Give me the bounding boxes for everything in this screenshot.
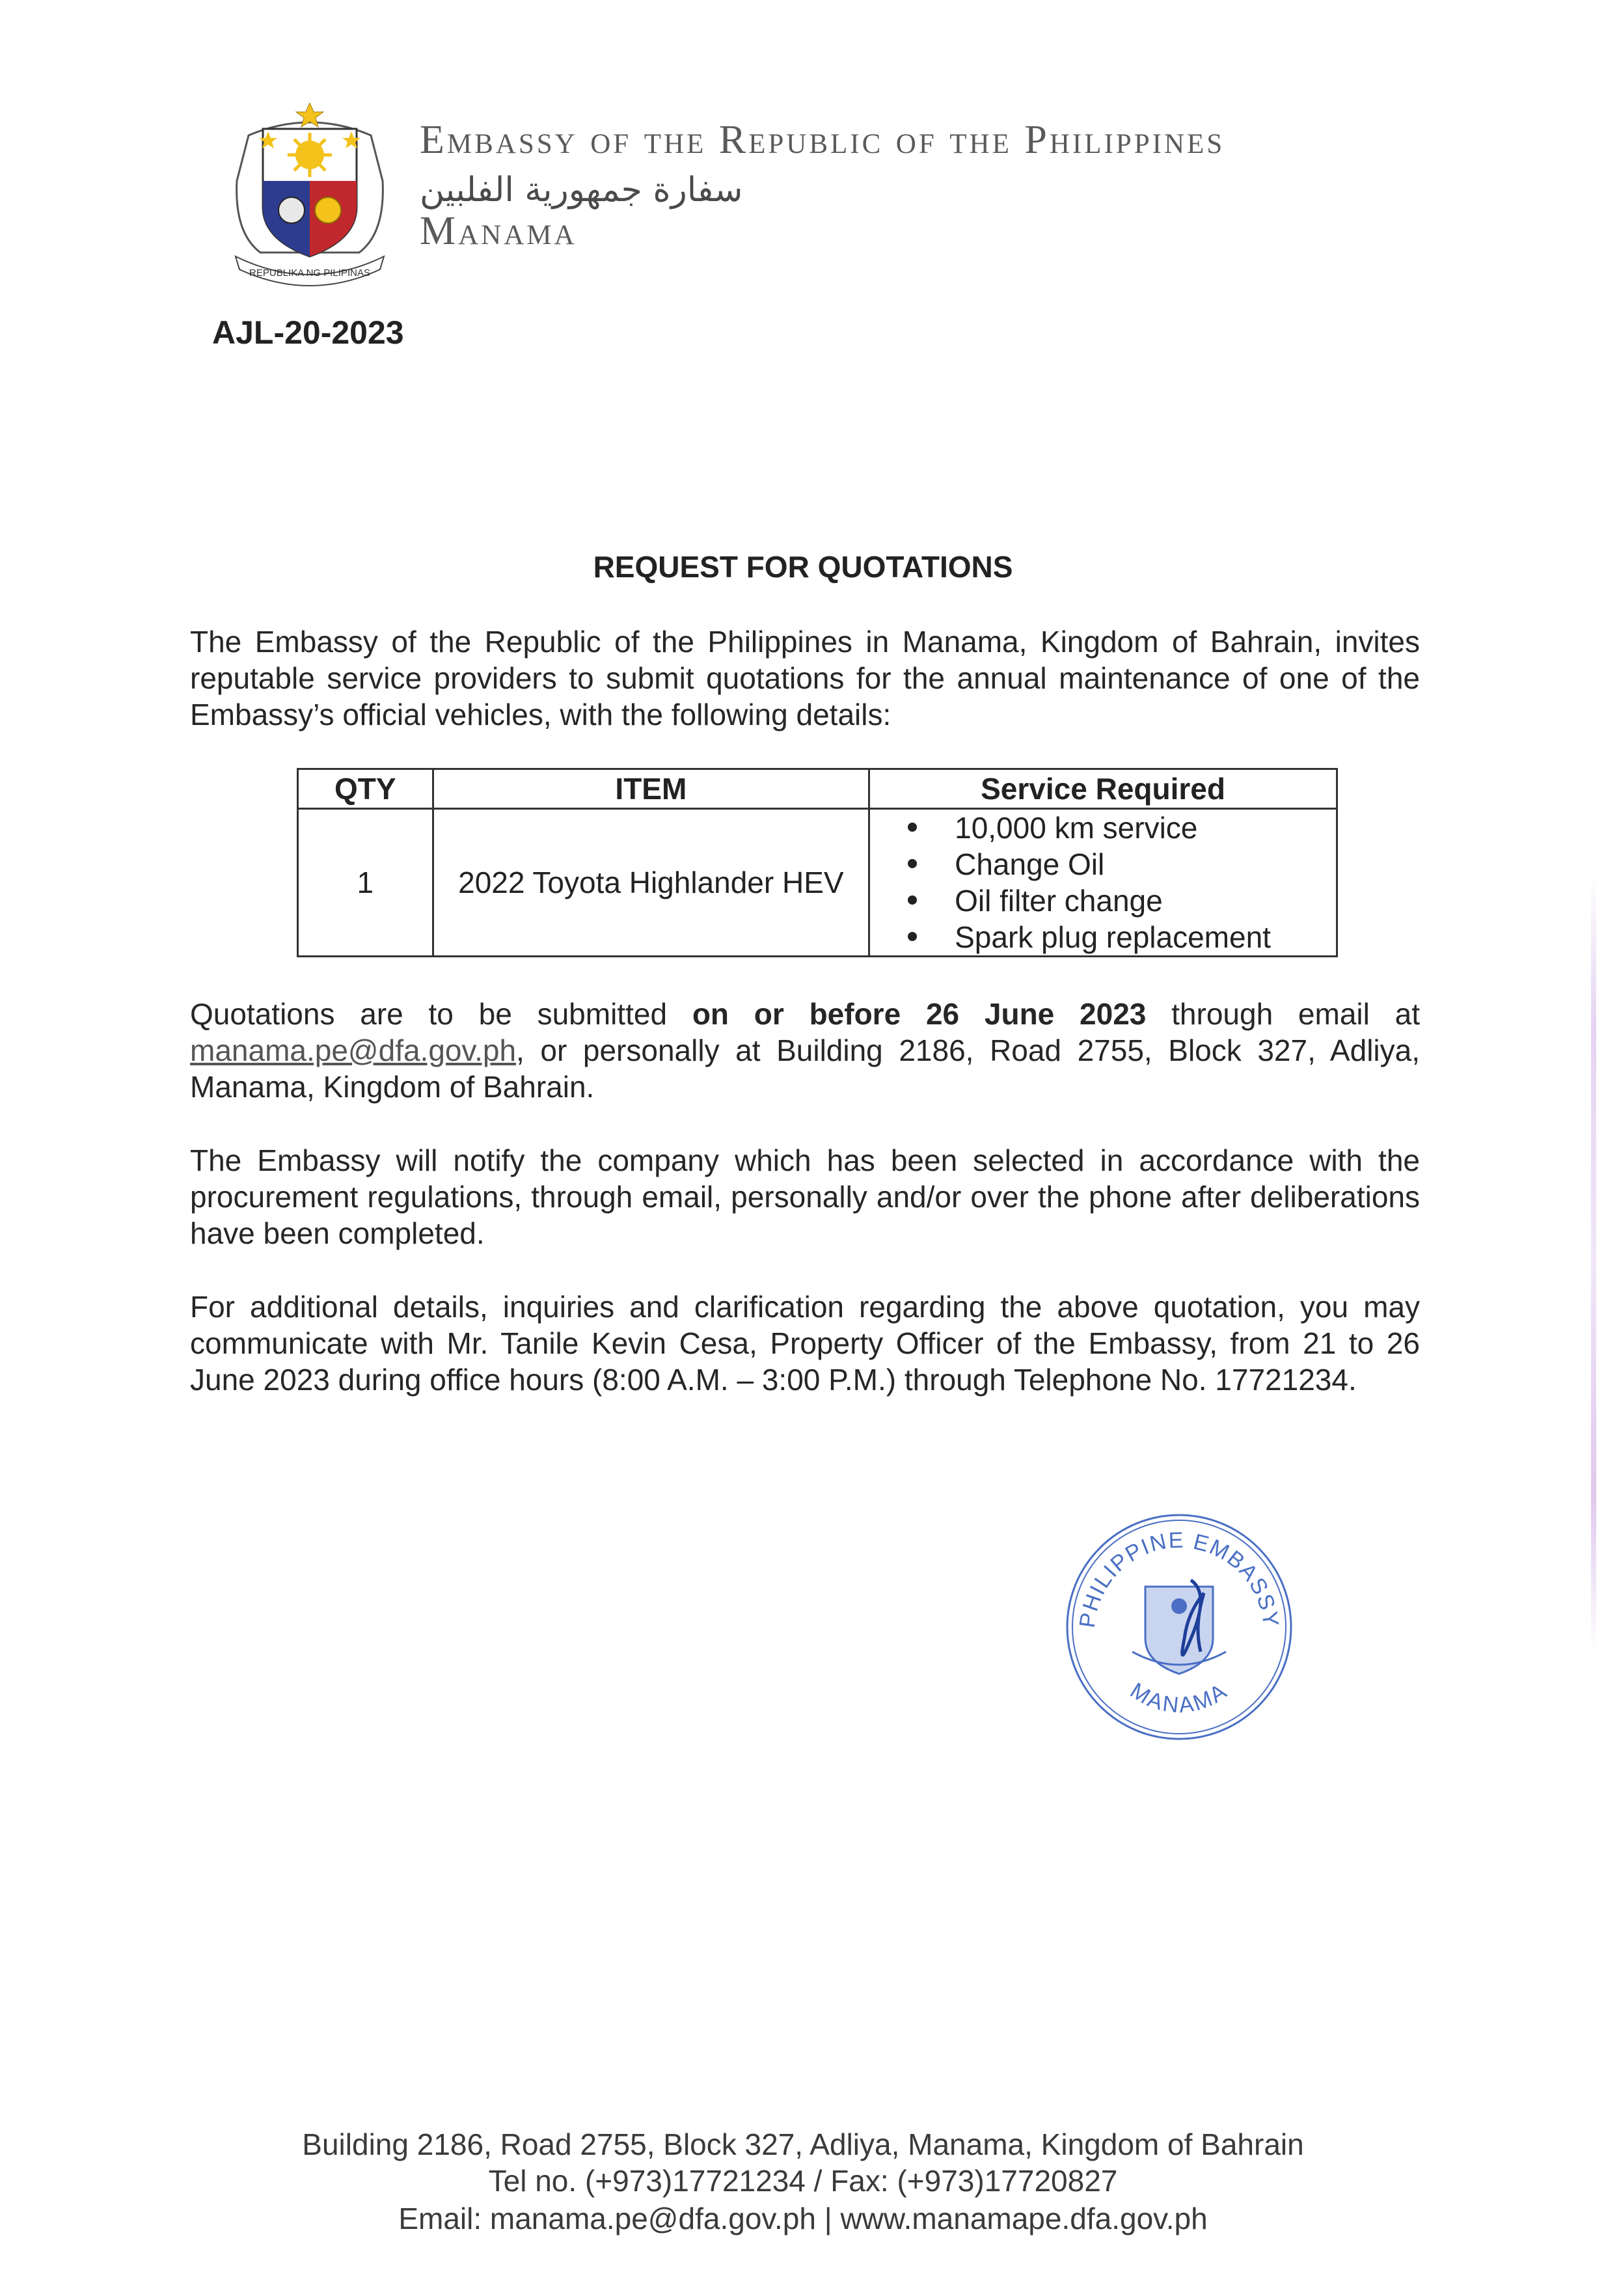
embassy-city: Manama <box>420 209 577 253</box>
qty-cell: 1 <box>298 809 433 957</box>
embassy-name: Embassy of the Republic of the Philippines <box>420 118 1225 162</box>
page-edge-artifact <box>1591 872 1596 1653</box>
qty-header: QTY <box>298 769 433 809</box>
list-item <box>870 882 1336 919</box>
intro-paragraph: The Embassy of the Republic of the Philippines in Manama, Kingdom of Bahrain, invites reputable service providers to submit quotations for the annual maintenance of one of the Embassy’s official vehicles, with the following details: <box>190 625 1420 731</box>
notification-paragraph: The Embassy will notify the company which has been selected in accordance with the procurement regulations, through email, personally and/or over the phone after deliberations have been completed. <box>190 1143 1420 1250</box>
submission-prefix: Quotations are to be submitted <box>190 997 668 1031</box>
service-item-label: Spark plug replacement <box>955 920 1271 954</box>
item-cell: 2022 Toyota Highlander HEV <box>433 809 869 957</box>
bullet-icon <box>908 823 917 832</box>
service-header: Service Required <box>869 769 1337 809</box>
footer-phone: Tel no. (+973)17721234 / Fax: (+973)17720827 <box>488 2164 1118 2198</box>
bullet-icon <box>908 932 917 941</box>
service-cell <box>869 809 1337 957</box>
stamp-top-text: PHILIPPINE EMBASSY <box>1074 1527 1284 1630</box>
philippine-coat-of-arms-logo <box>229 103 390 292</box>
reference-number: AJL-20-2023 <box>212 314 404 351</box>
footer-address: Building 2186, Road 2755, Block 327, Adliya, Manama, Kingdom of Bahrain <box>302 2127 1304 2161</box>
list-item <box>870 846 1336 882</box>
svg-text:MANAMA <box>1126 1678 1232 1717</box>
item-header: ITEM <box>433 769 869 809</box>
embassy-stamp <box>1061 1509 1298 1743</box>
service-item-label: Change Oil <box>955 847 1105 881</box>
contact-paragraph: For additional details, inquiries and clarification regarding the above quotation, you may communicate with Mr. Tanile Kevin Cesa, Property Officer of the Embassy, from 21 to 26 June 2023 during office hours (8:00 A.M. – 3:00 P.M.) through Telephone No. 17721234. <box>190 1290 1420 1397</box>
list-item <box>870 919 1336 955</box>
list-item <box>870 810 1336 846</box>
service-item-label: 10,000 km service <box>955 811 1198 845</box>
submission-paragraph <box>190 996 1420 1105</box>
stamp-bottom-text: MANAMA <box>1126 1678 1232 1718</box>
email-link[interactable]: manama.pe@dfa.gov.ph <box>190 1033 517 1067</box>
submission-deadline: on or before 26 June 2023 <box>692 997 1147 1031</box>
bullet-icon <box>908 895 917 905</box>
submission-rest: , or personally at Building 2186, Road 2755, Block 327, Adliya, Manama, Kingdom of Bahrain. <box>190 1033 1420 1104</box>
document-title: REQUEST FOR QUOTATIONS <box>593 550 1013 584</box>
service-item-label: Oil filter change <box>955 884 1163 918</box>
table-header-row <box>298 769 1337 809</box>
service-list <box>870 810 1336 955</box>
seal-text: REPUBLIKA NG PILIPINAS <box>249 267 370 279</box>
embassy-name-arabic: سفارة جمهورية الفلبين <box>420 171 743 210</box>
bullet-icon <box>908 859 917 868</box>
quotation-table <box>297 768 1338 957</box>
submission-via: through email at <box>1171 997 1420 1031</box>
footer-web: Email: manama.pe@dfa.gov.ph | www.manamape.dfa.gov.ph <box>398 2202 1208 2235</box>
table-row <box>298 809 1337 957</box>
